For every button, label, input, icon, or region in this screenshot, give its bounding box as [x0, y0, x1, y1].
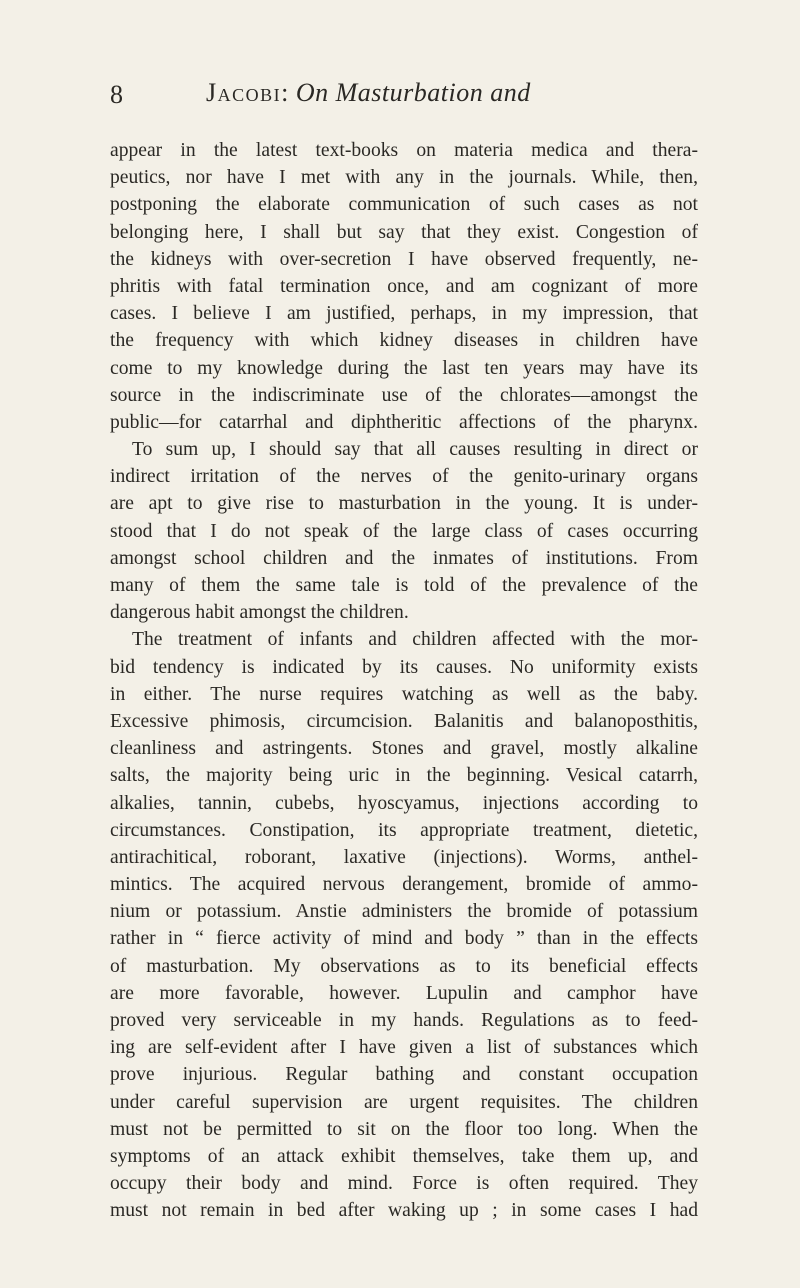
text-line: stood that I do not speak of the large class of cases occurring	[110, 520, 698, 542]
text-line: belonging here, I shall but say that they exist. Congestion of	[110, 221, 698, 243]
text-line: of masturbation. My observations as to its beneficial effects	[110, 955, 698, 977]
text-line: alkalies, tannin, cubebs, hyoscyamus, injections according to	[110, 792, 698, 814]
page-number: 8	[110, 80, 123, 109]
running-title-work: On Masturbation and	[295, 78, 531, 107]
text-line: many of them the same tale is told of the prevalence of the	[110, 575, 698, 596]
text-line: indirect irritation of the nerves of the genito-urinary organs	[110, 466, 698, 488]
text-line: public—for catarrhal and diphtheritic affections of the pharynx.	[110, 411, 698, 433]
text-line: phritis with fatal termination once, and am cognizant of more	[110, 275, 698, 297]
text-line: rather in “ fierce activity of mind and body ” than in the effects	[110, 928, 698, 950]
text-line: cases. I believe I am justified, perhaps, in my impression, that	[110, 303, 698, 325]
text-line: the kidneys with over-secretion I have observed frequently, ne-	[110, 248, 698, 270]
running-title	[206, 78, 531, 108]
text-line: postponing the elaborate communication of such cases as not	[110, 194, 698, 216]
text-line: must not be permitted to sit on the floor too long. When the	[110, 1118, 698, 1140]
text-line: dangerous habit amongst the children.	[110, 602, 409, 624]
text-line: Excessive phimosis, circumcision. Balanitis and balanoposthitis,	[110, 710, 698, 732]
text-line: are apt to give rise to masturbation in the young. It is under-	[110, 493, 698, 515]
text-line: To sum up, I should say that all causes resulting in direct or	[132, 439, 698, 461]
text-line: ing are self-evident after I have given a list of substances which	[110, 1037, 698, 1059]
text-line: are more favorable, however. Lupulin and camphor have	[110, 982, 698, 1004]
text-line: amongst school children and the inmates of institutions. From	[110, 547, 698, 569]
text-line: bid tendency is indicated by its causes. No uniformity exists	[110, 656, 698, 678]
text-line: symptoms of an attack exhibit themselves, take them up, and	[110, 1145, 698, 1167]
text-line: the frequency with which kidney diseases in children have	[110, 330, 698, 352]
text-line: The treatment of infants and children affected with the mor-	[132, 629, 698, 651]
text-line: source in the indiscriminate use of the chlorates—amongst the	[110, 384, 698, 406]
text-line: antirachitical, roborant, laxative (injections). Worms, anthel-	[110, 846, 698, 868]
body-text	[110, 137, 698, 1225]
text-line: salts, the majority being uric in the beginning. Vesical catarrh,	[110, 765, 698, 787]
text-line: appear in the latest text-books on materia medica and thera-	[110, 140, 698, 161]
running-title-author: Jacobi	[206, 78, 282, 107]
text-line: proved very serviceable in my hands. Regulations as to feed-	[110, 1010, 698, 1031]
text-line: cleanliness and astringents. Stones and gravel, mostly alkaline	[110, 738, 698, 760]
running-head	[110, 78, 710, 114]
text-line: prove injurious. Regular bathing and constant occupation	[110, 1064, 698, 1086]
text-line: nium or potassium. Anstie administers the bromide of potassium	[110, 901, 698, 923]
text-line: under careful supervision are urgent requisites. The children	[110, 1091, 698, 1113]
text-line: in either. The nurse requires watching as well as the baby.	[110, 683, 698, 705]
text-line: must not remain in bed after waking up ; in some cases I had	[110, 1200, 698, 1222]
text-line: come to my knowledge during the last ten years may have its	[110, 357, 698, 379]
text-line: peutics, nor have I met with any in the journals. While, then,	[110, 167, 698, 189]
running-title-separator: :	[281, 78, 289, 107]
text-line: circumstances. Constipation, its appropriate treatment, dietetic,	[110, 819, 698, 841]
text-line: occupy their body and mind. Force is often required. They	[110, 1173, 698, 1195]
text-line: mintics. The acquired nervous derangement, bromide of ammo-	[110, 874, 698, 896]
